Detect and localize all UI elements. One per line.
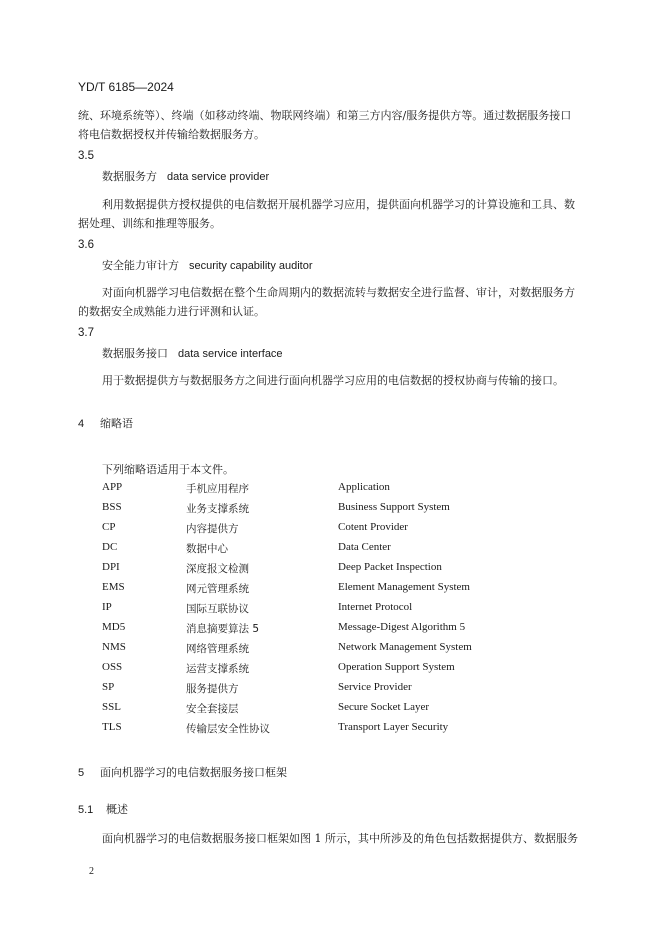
section-number: 4 (78, 418, 85, 430)
abbr-english: Operation Support System (338, 661, 455, 673)
abbreviation-row (102, 601, 562, 621)
subsection-heading (78, 801, 128, 817)
abbr-code: SSL (102, 701, 121, 713)
abbreviation-intro: 下列缩略语适用于本文件。 (102, 463, 234, 476)
abbreviation-row (102, 721, 562, 741)
abbreviation-row (102, 561, 562, 581)
clause-number: 3.6 (78, 239, 94, 251)
abbr-english: Service Provider (338, 681, 412, 693)
term-heading (102, 168, 269, 184)
abbr-code: NMS (102, 641, 126, 653)
abbr-english: Deep Packet Inspection (338, 561, 442, 573)
paragraph-line: 面向机器学习的电信数据服务接口框架如图 1 所示，其中所涉及的角色包括数据提供方、数据服务 (102, 832, 578, 845)
abbr-chinese: 运营支撑系统 (186, 663, 249, 675)
term-heading (102, 257, 313, 273)
section-heading (78, 764, 287, 780)
abbreviation-row (102, 521, 562, 541)
term-english: data service provider (167, 171, 270, 183)
abbr-chinese: 安全套接层 (186, 703, 239, 715)
abbr-english: Application (338, 481, 390, 493)
abbr-english: Element Management System (338, 581, 470, 593)
term-chinese: 数据服务方 (102, 170, 157, 183)
abbr-english: Internet Protocol (338, 601, 413, 613)
clause-number: 3.5 (78, 150, 94, 162)
abbr-chinese: 内容提供方 (186, 523, 239, 535)
abbreviation-row (102, 581, 562, 601)
subsection-title: 概述 (106, 803, 128, 816)
clause-number: 3.7 (78, 327, 94, 339)
abbr-code: OSS (102, 661, 123, 673)
abbr-chinese: 深度报文检测 (186, 563, 249, 575)
term-chinese: 安全能力审计方 (102, 259, 179, 272)
abbr-code: CP (102, 521, 116, 533)
abbr-code: DPI (102, 561, 120, 573)
abbr-code: BSS (102, 501, 122, 513)
abbr-code: DC (102, 541, 118, 553)
abbreviation-row (102, 661, 562, 681)
abbr-chinese: 服务提供方 (186, 683, 239, 695)
abbr-english: Secure Socket Layer (338, 701, 430, 713)
abbr-chinese: 网元管理系统 (186, 583, 249, 595)
definition-line: 据处理、训练和推理等服务。 (78, 217, 221, 230)
intro-line-2: 将电信数据授权并传输给数据服务方。 (78, 128, 265, 141)
subsection-number: 5.1 (78, 804, 94, 816)
section-title: 缩略语 (100, 417, 133, 430)
abbreviation-row (102, 621, 562, 641)
abbr-chinese: 国际互联协议 (186, 603, 249, 615)
definition-line: 对面向机器学习电信数据在整个生命周期内的数据流转与数据安全进行监督、审计，对数据服务方 (102, 286, 575, 299)
abbr-english: Data Center (338, 541, 391, 553)
definition-line: 用于数据提供方与数据服务方之间进行面向机器学习应用的电信数据的授权协商与传输的接口。 (102, 374, 564, 387)
abbr-chinese: 消息摘要算法 5 (186, 623, 260, 635)
abbreviation-row (102, 501, 562, 521)
page-number: 2 (89, 866, 94, 877)
abbr-english: Message-Digest Algorithm 5 (338, 621, 466, 633)
abbr-chinese: 手机应用程序 (186, 483, 249, 495)
abbr-code: SP (102, 681, 115, 693)
abbr-code: EMS (102, 581, 125, 593)
abbr-chinese: 传输层安全性协议 (186, 723, 270, 735)
abbr-english: Transport Layer Security (338, 721, 449, 733)
abbreviation-row (102, 701, 562, 721)
abbreviation-row (102, 681, 562, 701)
abbreviation-row (102, 481, 562, 501)
term-english: security capability auditor (189, 260, 313, 272)
term-heading (102, 345, 283, 361)
section-number: 5 (78, 767, 85, 779)
abbr-chinese: 网络管理系统 (186, 643, 249, 655)
abbr-code: TLS (102, 721, 122, 733)
abbreviation-row (102, 541, 562, 561)
section-title: 面向机器学习的电信数据服务接口框架 (100, 766, 287, 779)
abbr-code: MD5 (102, 621, 126, 633)
abbr-code: APP (102, 481, 123, 493)
abbreviation-row (102, 641, 562, 661)
definition-line: 的数据安全成熟能力进行评测和认证。 (78, 305, 265, 318)
term-english: data service interface (178, 348, 283, 360)
term-chinese: 数据服务接口 (102, 347, 168, 360)
intro-line-1: 统、环境系统等）、终端（如移动终端、物联网终端）和第三方内容/服务提供方等。通过数据服务接口 (78, 109, 572, 122)
definition-line: 利用数据提供方授权提供的电信数据开展机器学习应用，提供面向机器学习的计算设施和工具、数 (102, 198, 575, 211)
section-heading (78, 415, 133, 431)
abbr-code: IP (102, 601, 112, 613)
abbr-chinese: 数据中心 (186, 543, 228, 555)
document-id-header: YD/T 6185—2024 (78, 80, 174, 94)
abbr-english: Network Management System (338, 641, 472, 653)
abbr-english: Business Support System (338, 501, 450, 513)
abbr-chinese: 业务支撑系统 (186, 503, 249, 515)
abbr-english: Cotent Provider (338, 521, 408, 533)
